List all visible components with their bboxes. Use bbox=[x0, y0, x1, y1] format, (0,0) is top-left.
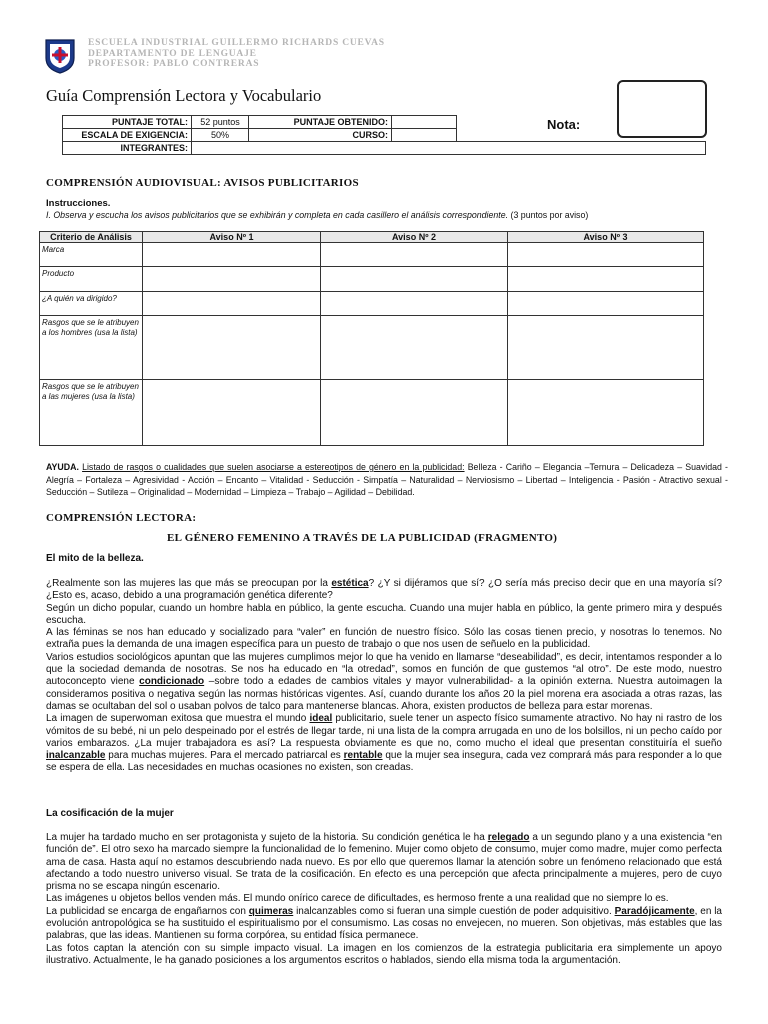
cell-marca-aviso-3[interactable] bbox=[508, 243, 704, 267]
school-shield-icon bbox=[44, 38, 76, 74]
vocab-word: Paradójicamente bbox=[614, 905, 695, 917]
document-title: Guía Comprensión Lectora y Vocabulario bbox=[46, 86, 322, 105]
vocab-word: relegado bbox=[487, 832, 530, 843]
department-name: DEPARTAMENTO DE LENGUAJE bbox=[88, 48, 257, 59]
integrantes-label: INTEGRANTES: bbox=[63, 142, 192, 155]
paragraph: La mujer ha tardado mucho en ser protagonista y sujeto de la historia. Su condición genética le ha relegado a un segundo plano y a una existencia “en función de”. El otro sexo ha marcado siempre la funcionalidad de lo femenino. Mujer como objeto de consumo, mujer como madre, mujer como perfecta ama de casa. Hasta aquí no estamos descubriendo nada nuevo. Es por ello que queremos llamar la atención sobre un fenómeno relacionado que está afectando a todo nuestro universo visual. Se trata de la cosificación. En efecto es una percepción que afecta principalmente a mujeres, pero de cuyo prisma no se escapa ningún escenario. bbox=[46, 832, 723, 893]
cell-mujeres-aviso-1[interactable] bbox=[143, 380, 321, 446]
school-header bbox=[88, 38, 385, 70]
cell-mujeres-aviso-3[interactable] bbox=[508, 380, 704, 446]
ayuda-list-intro: Listado de rasgos o cualidades que suelen asociarse a estereotipos de género en la publicidad: bbox=[82, 462, 465, 472]
cell-dirigido-aviso-1[interactable] bbox=[143, 292, 321, 316]
cell-hombres-aviso-1[interactable] bbox=[143, 316, 321, 380]
vocab-word: inalcanzable bbox=[46, 750, 106, 762]
instructions-label: Instrucciones. bbox=[46, 198, 111, 209]
cell-mujeres-aviso-2[interactable] bbox=[321, 380, 508, 446]
paragraph: Varios estudios sociológicos apuntan que las mujeres cumplimos mejor lo que ha venido en llamarse “deseabilidad”, es decir, intentamos responder a lo que la sociedad demanda de nosotras. Se nos ha educado en “la otredad”, somos en función de que gustemos “al otro”. De este modo, nuestro autoconcepto viene condicionado –sobre todo a edades de cambios vitales y mayor vulnerabilidad- a la opinión externa. Nuestra autoimagen la consideramos positiva o negativa según las normas históricas vigentes. Así, cuando durante los años 20 la piel morena era asociada a otras razas, las damas se ocultaban del sol o usaban polvos de talco para mantenerse blancas. Ahora, existen productos de belleza para estar morenas. bbox=[46, 651, 723, 712]
cell-producto-aviso-3[interactable] bbox=[508, 267, 704, 292]
nota-label: Nota: bbox=[547, 117, 581, 132]
school-name: ESCUELA INDUSTRIAL GUILLERMO RICHARDS CUEVAS bbox=[88, 38, 385, 48]
section-heading-lectora: COMPRENSIÓN LECTORA: bbox=[46, 512, 197, 524]
analysis-table bbox=[39, 231, 704, 446]
header-aviso-2: Aviso Nº 2 bbox=[321, 232, 508, 243]
subtitle-mito-belleza: El mito de la belleza. bbox=[46, 553, 144, 564]
vocab-word: ideal bbox=[309, 713, 333, 725]
puntaje-obtenido-label: PUNTAJE OBTENIDO: bbox=[249, 116, 392, 129]
curso-field[interactable] bbox=[392, 129, 457, 142]
curso-label: CURSO: bbox=[249, 129, 392, 142]
article-title: EL GÉNERO FEMENINO A TRAVÉS DE LA PUBLICIDAD (FRAGMENTO) bbox=[167, 532, 558, 544]
escala-label: ESCALA DE EXIGENCIA: bbox=[63, 129, 192, 142]
paragraph: La publicidad se encarga de engañarnos con quimeras inalcanzables como si fueran una simple cuestión de poder adquisitivo. Paradójicamente, en la evolución antropológica se ha sustituido el espiritualismo por el consumismo. Las cosas no envejecen, no mueren. Son objetivas, más estables que las palabras, que las ideas. Mantienen su forma corpórea, su entidad física permanece. bbox=[46, 905, 722, 942]
row-label-rasgos-mujeres: Rasgos que se le atribuyen a las mujeres (usa la lista) bbox=[40, 380, 143, 446]
cell-hombres-aviso-2[interactable] bbox=[321, 316, 508, 380]
paragraph: Según un dicho popular, cuando un hombre habla en público, la gente escucha. Cuando una mujer habla en público, la gente primero mira y después escucha. bbox=[46, 602, 722, 626]
row-label-producto: Producto bbox=[40, 267, 143, 292]
header-aviso-3: Aviso Nº 3 bbox=[508, 232, 704, 243]
cell-dirigido-aviso-3[interactable] bbox=[508, 292, 704, 316]
paragraph: La imagen de superwoman exitosa que muestra el mundo ideal publicitario, suele tener un aspecto físico sumamente atractivo. No hay ni rastro de los vómitos de su bebé, ni un pelo despeinado por el estrés de llegar tarde, ni una lista de la compra arrugada en uno de los bolsillos, ni un pecho caído por varios embarazos. ¿La mujer trabajadora es así? La respuesta obviamente es que no, como mucho el ideal que presentan constituiría el sueño inalcanzable para muchas mujeres. Para el mercado patriarcal es rentable que la mujer sea insegura, cada vez comprará más para responder a lo que se espera de ella. Las necesidades en muchas ocasiones no existen, son creadas. bbox=[46, 713, 723, 774]
cell-producto-aviso-2[interactable] bbox=[321, 267, 508, 292]
vocab-word: quimeras bbox=[248, 905, 294, 917]
text-block-cosificacion bbox=[46, 832, 722, 967]
cell-producto-aviso-1[interactable] bbox=[143, 267, 321, 292]
header-criterio: Criterio de Análisis bbox=[40, 232, 143, 243]
vocab-word: rentable bbox=[343, 750, 383, 762]
teacher-name: PROFESOR: PABLO CONTRERAS bbox=[88, 59, 260, 69]
vocab-word: condicionado bbox=[139, 676, 205, 688]
integrantes-field[interactable] bbox=[192, 142, 706, 155]
ayuda-label: AYUDA. bbox=[46, 462, 79, 472]
cell-marca-aviso-2[interactable] bbox=[321, 243, 508, 267]
ayuda-block bbox=[46, 461, 728, 499]
puntaje-total-label: PUNTAJE TOTAL: bbox=[63, 116, 192, 129]
instructions-text: I. Observa y escucha los avisos publicitarios que se exhibirán y completa en cada casillero el análisis correspondiente. (3 puntos por aviso) bbox=[46, 210, 589, 220]
section-heading-audiovisual: COMPRENSIÓN AUDIOVISUAL: AVISOS PUBLICITARIOS bbox=[46, 177, 359, 189]
row-label-marca: Marca bbox=[40, 243, 143, 267]
row-label-dirigido: ¿A quién va dirigido? bbox=[40, 292, 143, 316]
puntaje-obtenido-field[interactable] bbox=[392, 116, 457, 129]
paragraph: A las féminas se nos han educado y socializado para “valer” en función de nuestro físico. Sólo las cosas tienen precio, y nosotras lo tenemos. No extraña pues la demanda de una imagen específica para un puesto de trabajo o que nos usen de señuelo en la publicidad. bbox=[46, 627, 722, 651]
text-block-belleza bbox=[46, 578, 722, 775]
paragraph: Las imágenes u objetos bellos venden más. El mundo onírico carece de dificultades, es hermoso frente a una realidad que no siempre lo es. bbox=[46, 893, 669, 905]
cell-hombres-aviso-3[interactable] bbox=[508, 316, 704, 380]
escala-value: 50% bbox=[192, 129, 249, 142]
cell-dirigido-aviso-2[interactable] bbox=[321, 292, 508, 316]
paragraph: Las fotos captan la atención con su simple impacto visual. La imagen en los comienzos de la estrategia publicitaria era simplemente un apoyo ilustrativo. Actualmente, le ha ganado posiciones a los argumentos escritos o hablados, siendo ella misma toda la argumentación. bbox=[46, 942, 722, 966]
header-aviso-1: Aviso Nº 1 bbox=[143, 232, 321, 243]
vocab-word: estética bbox=[331, 578, 369, 589]
cell-marca-aviso-1[interactable] bbox=[143, 243, 321, 267]
subtitle-cosificacion: La cosificación de la mujer bbox=[46, 808, 174, 819]
ayuda-traits-list: Belleza - Cariño – Elegancia –Ternura – Delicadeza – Suavidad - Alegría – Fortaleza – Agresividad - Acción – Encanto – Vitalidad - Seducción - Simpatía – Naturalidad – Nerviosismo – Libertad – Inteligencia - Pasión - Atractivo sexual - Seducción – Sutileza – Originalidad – Modernidad – Limpieza – Trabajo – Agilidad – Debilidad. bbox=[46, 462, 728, 497]
puntaje-total-value: 52 puntos bbox=[192, 116, 249, 129]
paragraph: ¿Realmente son las mujeres las que más se preocupan por la estética? ¿Y si dijéramos que sí? ¿O sería más preciso decir que en una mayoría sí? ¿Esto es, acaso, debido a una programación genética diferente? bbox=[46, 578, 723, 602]
info-table bbox=[62, 115, 706, 155]
row-label-rasgos-hombres: Rasgos que se le atribuyen a los hombres (usa la lista) bbox=[40, 316, 143, 380]
